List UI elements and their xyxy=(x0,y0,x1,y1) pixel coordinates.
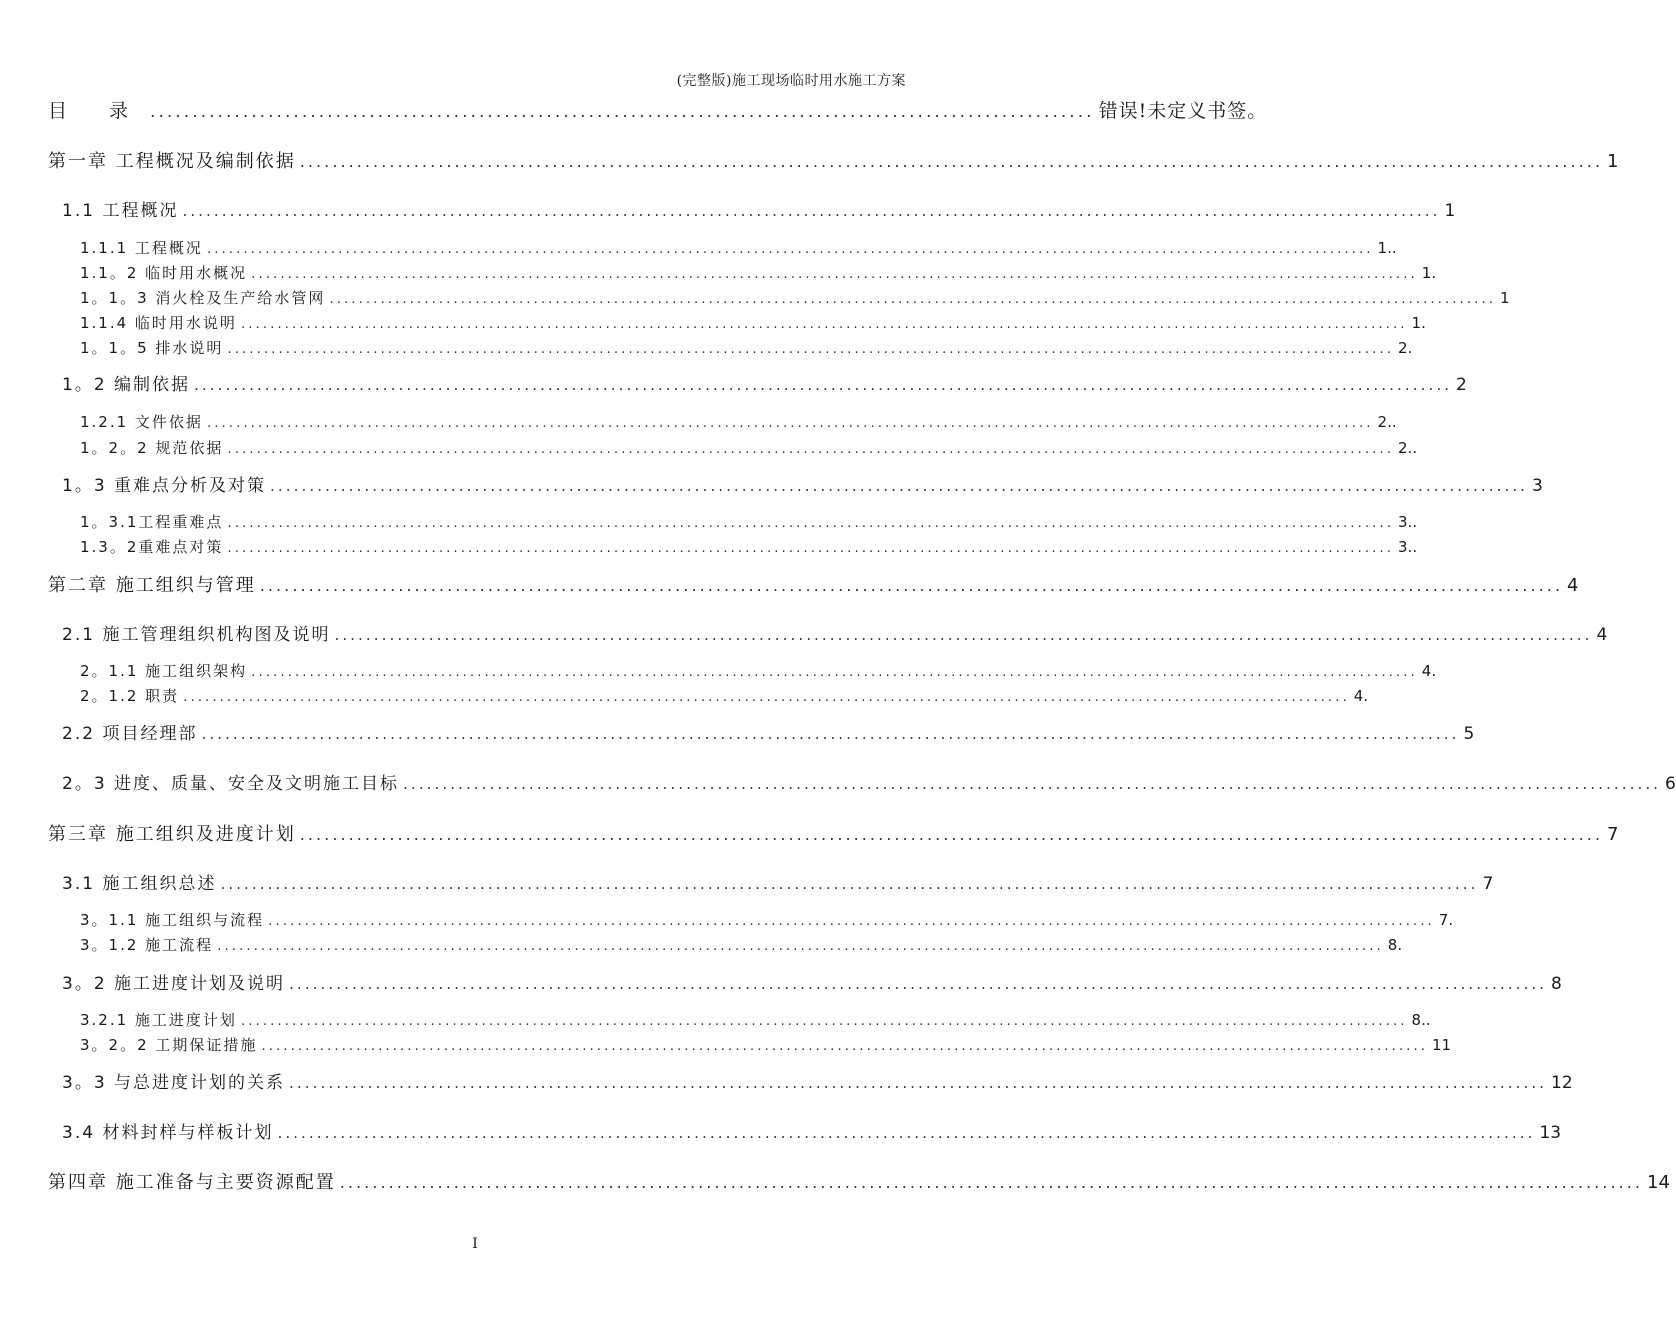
toc-entry-label: 3.4 材料封样与样板计划 xyxy=(62,1123,274,1143)
toc-entry-label: 3.1 施工组织总述 xyxy=(62,874,217,894)
toc-entry-label: 3。2 施工进度计划及说明 xyxy=(62,974,286,994)
toc-subsection-row[interactable] xyxy=(80,1011,1431,1029)
toc-leader-dots: ................................................................................................................................................................ xyxy=(220,875,1479,893)
toc-leader-dots: ................................................................................................................................................................ xyxy=(289,975,1548,993)
toc-section-row[interactable] xyxy=(62,874,1494,894)
toc-entry-label: 3。1.2 施工流程 xyxy=(80,936,214,954)
toc-subsection-row[interactable] xyxy=(80,339,1413,357)
toc-entry-label: 1.3。2重难点对策 xyxy=(80,538,224,556)
toc-leader-dots: ................................................................................................................................................................ xyxy=(227,441,1395,457)
toc-entry-label: 3.2.1 施工进度计划 xyxy=(80,1011,237,1029)
toc-entry-label: 1。2 编制依据 xyxy=(62,375,191,395)
toc-leader-dots: ................................................................................................................................................................ xyxy=(299,152,1604,171)
toc-subsection-row[interactable] xyxy=(80,314,1426,332)
toc-leader-dots: ................................................................................................................................................................ xyxy=(334,626,1593,644)
toc-entry-page: 6 xyxy=(1665,774,1676,794)
toc-leader-dots: ................................................................................................................................................................ xyxy=(227,515,1395,531)
toc-entry-page: 1 xyxy=(1500,289,1510,307)
toc-chapter-row[interactable] xyxy=(48,575,1579,596)
toc-leader-dots: ................................................................................................................................................................ xyxy=(240,316,1408,332)
toc-leader-dots: ................................................................................................................................................................ xyxy=(270,477,1529,495)
toc-subsection-row[interactable] xyxy=(80,662,1437,680)
toc-entry-label: 第二章 施工组织与管理 xyxy=(48,575,256,596)
toc-entry-label: 1。1。3 消火栓及生产给水管网 xyxy=(80,289,326,307)
toc-entry-label: 1.1 工程概况 xyxy=(62,201,179,221)
toc-entry-page: 2.. xyxy=(1377,413,1397,431)
toc-subsection-row[interactable] xyxy=(80,439,1418,457)
toc-entry-label: 1。1。5 排水说明 xyxy=(80,339,224,357)
toc-section-row[interactable] xyxy=(62,1123,1562,1143)
toc-entry-label: 1。3.1工程重难点 xyxy=(80,513,224,531)
toc-leader-dots: ................................................................................................................................................................ xyxy=(206,415,1374,431)
toc-leader-dots: ................................................................................................................................................................ xyxy=(182,202,1441,220)
toc-leader-dots: ................................................................................................................................................................ xyxy=(251,266,1418,282)
toc-entry-label: 第一章 工程概况及编制依据 xyxy=(48,151,296,172)
toc-leader-dots: ................................................................................................................................................................ xyxy=(289,1074,1548,1092)
toc-entry-page: 5 xyxy=(1463,724,1475,744)
toc-leader-dots: ................................................................................................................................................................ xyxy=(227,540,1395,556)
toc-leader-dots: ................................................................................................................................................................ xyxy=(403,775,1662,793)
toc-entry-page: 1. xyxy=(1421,264,1437,282)
toc-entry-label: 3。2。2 工期保证措施 xyxy=(80,1036,258,1054)
toc-entry-label: 第三章 施工组织及进度计划 xyxy=(48,824,296,845)
toc-entry-page: 3.. xyxy=(1398,513,1418,531)
toc-leader-dots: ................................................................................................................................................................ xyxy=(277,1124,1536,1142)
toc-entry-label: 1。3 重难点分析及对策 xyxy=(62,476,267,496)
toc-leader-dots: ................................................................................................................................................................ xyxy=(194,376,1453,394)
toc-entry-page: 3 xyxy=(1532,476,1543,496)
toc-subsection-row[interactable] xyxy=(80,911,1454,929)
page-number: I xyxy=(472,1236,478,1252)
toc-entry-page: 1.. xyxy=(1377,239,1397,257)
toc-title-row xyxy=(48,100,1268,122)
toc-leader-dots: ................................................................................................................................................................ xyxy=(268,913,1435,929)
toc-entry-page: 4 xyxy=(1567,575,1579,596)
toc-subsection-row[interactable] xyxy=(80,239,1397,257)
toc-entry-page: 8. xyxy=(1387,936,1403,954)
toc-entry-page: 1. xyxy=(1411,314,1426,332)
toc-entry-page: 7. xyxy=(1438,911,1454,929)
toc-entry-label: 1.1.4 临时用水说明 xyxy=(80,314,237,332)
toc-leader-dots: ................................................................................................................ xyxy=(150,102,1095,122)
toc-entry-label: 2.1 施工管理组织机构图及说明 xyxy=(62,625,331,645)
toc-entry-label: 2。3 进度、质量、安全及文明施工目标 xyxy=(62,774,400,794)
toc-leader-dots: ................................................................................................................................................................ xyxy=(329,291,1497,307)
toc-subsection-row[interactable] xyxy=(80,1036,1452,1054)
toc-title-page-ref: 错误!未定义书签。 xyxy=(1098,100,1268,122)
toc-section-row[interactable] xyxy=(62,974,1562,994)
toc-subsection-row[interactable] xyxy=(80,413,1397,431)
toc-section-row[interactable] xyxy=(62,1073,1573,1093)
toc-subsection-row[interactable] xyxy=(80,538,1418,556)
toc-leader-dots: ................................................................................................................................................................ xyxy=(206,241,1374,257)
toc-leader-dots: ................................................................................................................................................................ xyxy=(227,341,1395,357)
toc-entry-label: 1。2。2 规范依据 xyxy=(80,439,224,457)
toc-entry-page: 3.. xyxy=(1398,538,1418,556)
toc-chapter-row[interactable] xyxy=(48,824,1619,845)
toc-subsection-row[interactable] xyxy=(80,289,1510,307)
toc-entry-page: 8 xyxy=(1551,974,1562,994)
toc-section-row[interactable] xyxy=(62,724,1475,744)
toc-subsection-row[interactable] xyxy=(80,936,1403,954)
document-header: (完整版)施工现场临时用水施工方案 xyxy=(676,73,906,89)
toc-entry-page: 13 xyxy=(1539,1123,1562,1143)
toc-leader-dots: ................................................................................................................................................................ xyxy=(339,1173,1644,1192)
toc-entry-page: 14 xyxy=(1647,1172,1670,1193)
toc-subsection-row[interactable] xyxy=(80,264,1437,282)
toc-entry-page: 4. xyxy=(1421,662,1437,680)
toc-subsection-row[interactable] xyxy=(80,687,1369,705)
toc-entry-page: 2.. xyxy=(1398,439,1418,457)
toc-entry-page: 2. xyxy=(1398,339,1413,357)
toc-section-row[interactable] xyxy=(62,476,1543,496)
toc-entry-page: 1 xyxy=(1444,201,1456,221)
toc-entry-label: 1.1.1 工程概况 xyxy=(80,239,203,257)
toc-entry-label: 2.2 项目经理部 xyxy=(62,724,198,744)
toc-leader-dots: ................................................................................................................................................................ xyxy=(183,689,1350,705)
toc-entry-label: 1.1。2 临时用水概况 xyxy=(80,264,248,282)
toc-entry-label: 3。1.1 施工组织与流程 xyxy=(80,911,265,929)
toc-entry-label: 2。1.2 职责 xyxy=(80,687,180,705)
toc-chapter-row[interactable] xyxy=(48,1172,1670,1193)
toc-entry-page: 12 xyxy=(1551,1073,1573,1093)
toc-entry-label: 1.2.1 文件依据 xyxy=(80,413,203,431)
toc-entry-page: 8.. xyxy=(1411,1011,1431,1029)
toc-leader-dots: ................................................................................................................................................................ xyxy=(217,938,1384,954)
toc-section-row[interactable] xyxy=(62,375,1467,395)
toc-entry-page: 11 xyxy=(1432,1036,1452,1054)
toc-section-row[interactable] xyxy=(62,774,1676,794)
toc-leader-dots: ................................................................................................................................................................ xyxy=(299,825,1604,844)
toc-leader-dots: ................................................................................................................................................................ xyxy=(261,1038,1429,1054)
toc-entry-label: 2。1.1 施工组织架构 xyxy=(80,662,248,680)
toc-leader-dots: ................................................................................................................................................................ xyxy=(201,725,1460,743)
toc-section-row[interactable] xyxy=(62,201,1456,221)
toc-entry-page: 7 xyxy=(1607,824,1619,845)
toc-title: 目 录 xyxy=(48,100,147,122)
toc-section-row[interactable] xyxy=(62,625,1608,645)
toc-entry-page: 4 xyxy=(1596,625,1608,645)
toc-leader-dots: ................................................................................................................................................................ xyxy=(259,576,1564,595)
toc-entry-label: 第四章 施工准备与主要资源配置 xyxy=(48,1172,336,1193)
toc-entry-page: 2 xyxy=(1456,375,1467,395)
toc-entry-page: 1 xyxy=(1607,151,1619,172)
toc-chapter-row[interactable] xyxy=(48,151,1619,172)
toc-leader-dots: ................................................................................................................................................................ xyxy=(251,664,1418,680)
toc-entry-page: 4. xyxy=(1353,687,1369,705)
toc-leader-dots: ................................................................................................................................................................ xyxy=(240,1013,1408,1029)
toc-entry-page: 7 xyxy=(1482,874,1494,894)
toc-subsection-row[interactable] xyxy=(80,513,1418,531)
toc-entry-label: 3。3 与总进度计划的关系 xyxy=(62,1073,286,1093)
